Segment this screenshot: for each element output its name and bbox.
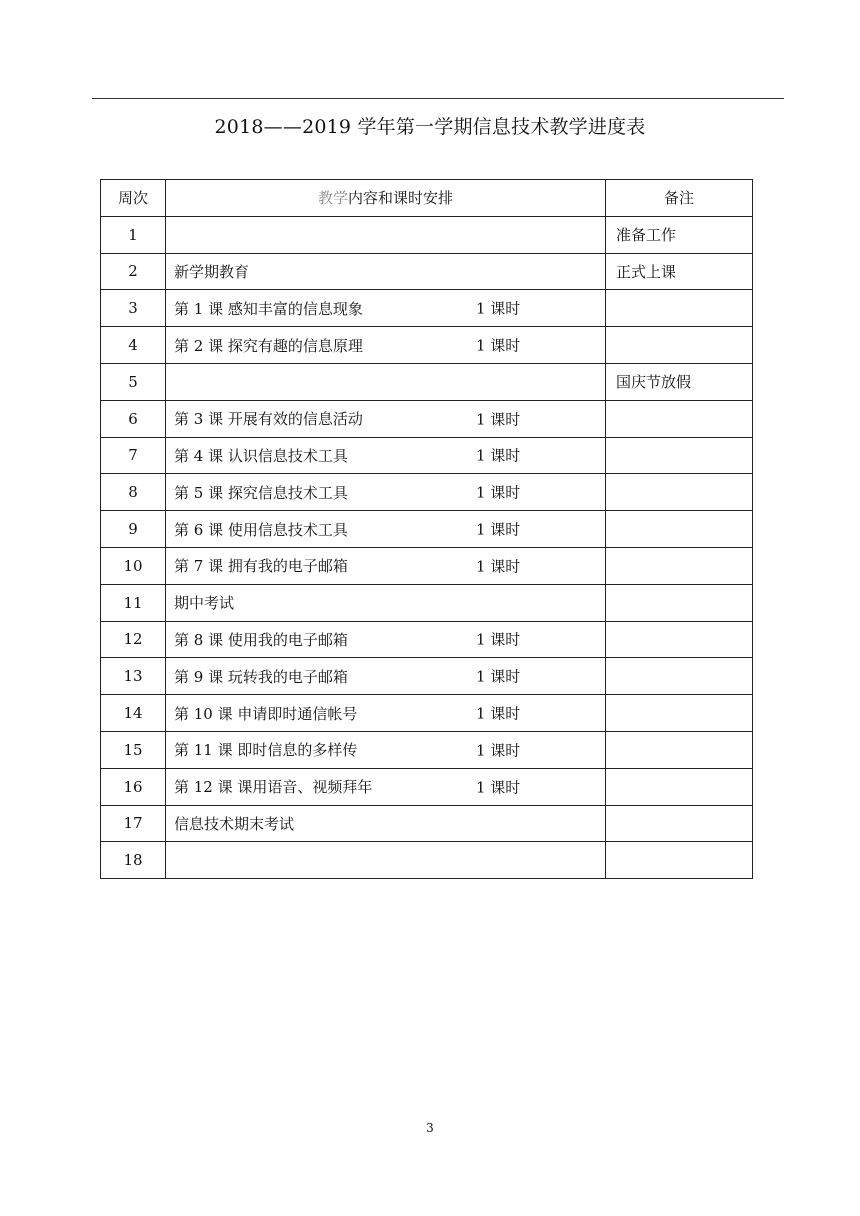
week-cell: 14 <box>101 695 166 732</box>
table-row <box>101 768 753 805</box>
lesson-text: 第 7 课 拥有我的电子邮箱 <box>174 557 348 576</box>
note-cell <box>606 695 753 732</box>
content-cell <box>166 437 606 474</box>
note-cell <box>606 511 753 548</box>
note-cell <box>606 621 753 658</box>
table-row <box>101 695 753 732</box>
table-row <box>101 658 753 695</box>
schedule-table <box>100 179 753 879</box>
week-cell: 11 <box>101 584 166 621</box>
lesson-hours: 1 课时 <box>476 336 521 355</box>
week-cell: 13 <box>101 658 166 695</box>
lesson-text: 期中考试 <box>174 594 235 613</box>
content-cell <box>166 216 606 253</box>
header-note: 备注 <box>606 180 753 217</box>
content-cell <box>166 658 606 695</box>
note-cell <box>606 437 753 474</box>
week-cell: 1 <box>101 216 166 253</box>
content-cell <box>166 584 606 621</box>
week-cell: 16 <box>101 768 166 805</box>
content-cell <box>166 474 606 511</box>
note-cell <box>606 400 753 437</box>
lesson-hours: 1 课时 <box>476 667 521 686</box>
table-row <box>101 547 753 584</box>
table-row <box>101 584 753 621</box>
week-cell: 5 <box>101 363 166 400</box>
table-row <box>101 363 753 400</box>
note-cell <box>606 658 753 695</box>
week-cell: 7 <box>101 437 166 474</box>
lesson-hours: 1 课时 <box>476 520 521 539</box>
content-cell <box>166 731 606 768</box>
table-row <box>101 621 753 658</box>
content-cell <box>166 768 606 805</box>
lesson-hours: 1 课时 <box>476 446 521 465</box>
content-cell <box>166 621 606 658</box>
week-cell: 8 <box>101 474 166 511</box>
lesson-text: 第 6 课 使用信息技术工具 <box>174 520 348 539</box>
week-cell: 2 <box>101 253 166 290</box>
lesson-text: 新学期教育 <box>174 262 250 281</box>
header-week: 周次 <box>101 180 166 217</box>
table-row <box>101 290 753 327</box>
lesson-text: 第 12 课 课用语音、视频拜年 <box>174 778 373 797</box>
content-cell <box>166 253 606 290</box>
table-row <box>101 805 753 842</box>
document-title: 2018——2019 学年第一学期信息技术教学进度表 <box>214 116 646 138</box>
note-cell <box>606 290 753 327</box>
content-cell <box>166 805 606 842</box>
table-header-row <box>101 180 753 217</box>
note-cell: 准备工作 <box>606 216 753 253</box>
lesson-text: 第 9 课 玩转我的电子邮箱 <box>174 667 348 686</box>
lesson-text: 第 10 课 申请即时通信帐号 <box>174 704 358 723</box>
header-rule <box>92 98 784 99</box>
week-cell: 4 <box>101 327 166 364</box>
content-cell <box>166 290 606 327</box>
week-cell: 6 <box>101 400 166 437</box>
lesson-text: 第 8 课 使用我的电子邮箱 <box>174 630 348 649</box>
content-cell <box>166 363 606 400</box>
table-row <box>101 474 753 511</box>
note-cell <box>606 842 753 879</box>
note-cell <box>606 584 753 621</box>
note-cell <box>606 327 753 364</box>
table-row <box>101 400 753 437</box>
header-content <box>166 180 606 217</box>
lesson-hours: 1 课时 <box>476 704 521 723</box>
lesson-text: 第 2 课 探究有趣的信息原理 <box>174 336 363 355</box>
note-cell: 国庆节放假 <box>606 363 753 400</box>
note-cell: 正式上课 <box>606 253 753 290</box>
note-cell <box>606 768 753 805</box>
lesson-text: 信息技术期末考试 <box>174 814 295 833</box>
lesson-text: 第 5 课 探究信息技术工具 <box>174 483 348 502</box>
lesson-hours: 1 课时 <box>476 778 521 797</box>
lesson-hours: 1 课时 <box>476 299 521 318</box>
header-content-rest: 内容和课时安排 <box>348 189 454 208</box>
table-row <box>101 731 753 768</box>
lesson-hours: 1 课时 <box>476 557 521 576</box>
table-row <box>101 842 753 879</box>
content-cell <box>166 327 606 364</box>
week-cell: 15 <box>101 731 166 768</box>
table-row <box>101 216 753 253</box>
note-cell <box>606 731 753 768</box>
week-cell: 3 <box>101 290 166 327</box>
content-cell <box>166 547 606 584</box>
table-row <box>101 253 753 290</box>
week-cell: 12 <box>101 621 166 658</box>
header-content-accent: 教学 <box>317 189 348 208</box>
content-cell <box>166 400 606 437</box>
content-cell <box>166 511 606 548</box>
lesson-hours: 1 课时 <box>476 410 521 429</box>
lesson-text: 第 11 课 即时信息的多样传 <box>174 741 358 760</box>
lesson-hours: 1 课时 <box>476 630 521 649</box>
week-cell: 17 <box>101 805 166 842</box>
note-cell <box>606 474 753 511</box>
lesson-text: 第 3 课 开展有效的信息活动 <box>174 410 363 429</box>
table-row <box>101 511 753 548</box>
week-cell: 9 <box>101 511 166 548</box>
note-cell <box>606 805 753 842</box>
lesson-text: 第 1 课 感知丰富的信息现象 <box>174 299 363 318</box>
lesson-text: 第 4 课 认识信息技术工具 <box>174 446 348 465</box>
table-row <box>101 327 753 364</box>
lesson-hours: 1 课时 <box>476 741 521 760</box>
week-cell: 10 <box>101 547 166 584</box>
note-cell <box>606 547 753 584</box>
week-cell: 18 <box>101 842 166 879</box>
lesson-hours: 1 课时 <box>476 483 521 502</box>
content-cell <box>166 695 606 732</box>
content-cell <box>166 842 606 879</box>
table-row <box>101 437 753 474</box>
page-number: 3 <box>426 1121 434 1135</box>
